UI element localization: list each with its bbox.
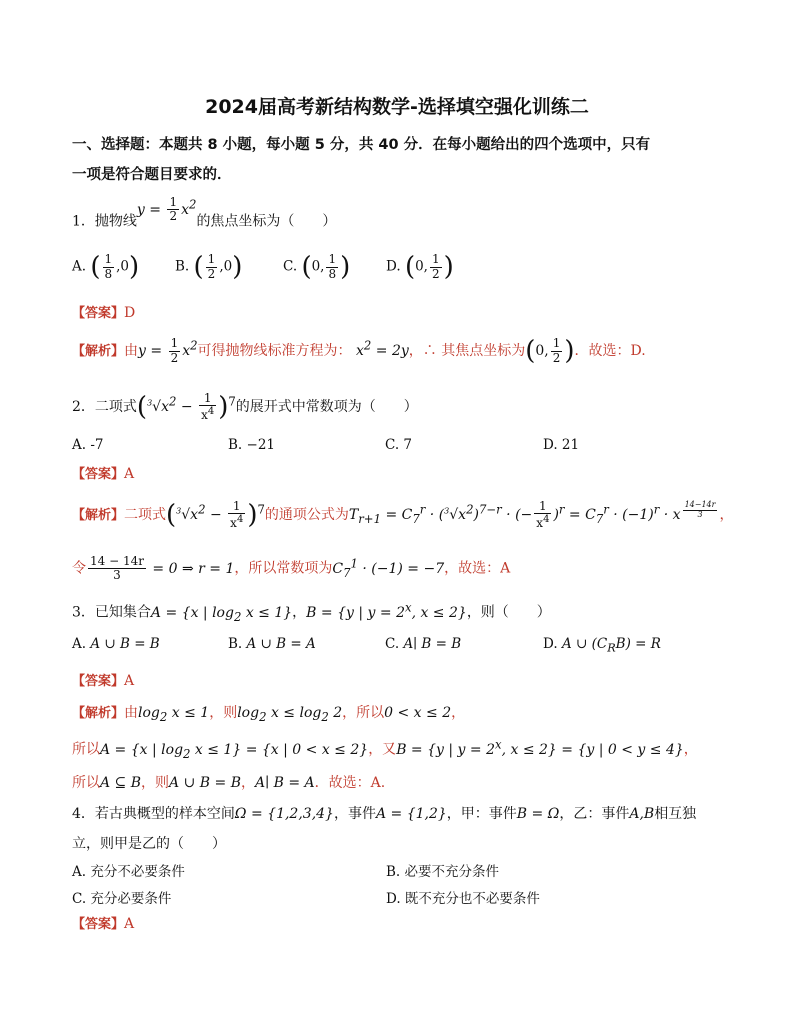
question-3: 3．已知集合A = {x | $\log_2 x \le 1$}，B = {y | $y = 2^x$, x ≤ 2}，则（ ） (72, 600, 551, 624)
q1-option-b[interactable]: B. ( $\frac{1}{2}$ ,0) (175, 252, 243, 282)
q3-option-d[interactable]: D. A ∪ $(C_RB) = R$ (543, 636, 661, 655)
q3-analysis-line1: 【解析】由$\log_2 x \le 1$，则$\log_2 x \le \log_2 2$，所以0 < x ≤ 2， (72, 705, 466, 724)
q3-analysis-line2: 所以A = {x | $\log_2 x \le 1\} = \{x$ | 0 < x ≤ 2}，又B = {y | $y = 2^x$, x ≤ 2} = {y | 0 < y ≤ 4}， (72, 737, 698, 761)
q4-option-d[interactable]: D. 既不充分也不必要条件 (386, 891, 540, 907)
q1-answer: 【答案】D (72, 305, 136, 321)
q3-option-b[interactable]: B. A ∪ B = A (228, 636, 316, 652)
q2-option-c[interactable]: C. 7 (385, 437, 413, 453)
q3-answer: 【答案】A (72, 673, 135, 689)
page-title: 2024届高考新结构数学-选择填空强化训练二 (205, 96, 589, 118)
q1-formula: y = $\frac{1}{2}$ $x^2$ (136, 195, 197, 224)
q2-option-b[interactable]: B. −21 (228, 437, 275, 453)
question-1 (72, 195, 337, 235)
question-2: 2．二项式($^3√x^2$ − $\frac{1}{x^4}$ )$^7$的展开式中常数项为（ ） (72, 391, 418, 423)
q4-option-b[interactable]: B. 必要不充分条件 (386, 864, 500, 880)
q2-analysis-line1: 【解析】二项式($^3√x^2$ − $\frac{1}{x^4}$ )$^7$的通项公式为$T_{r+1} = C_7^r \cdot (^3√x^2)^{7-r}$ · (− $\frac{1}{x^4}$ )$^r = C_7^r \cdot (-1)^r \cdot x$ $^{\frac{14-14r}{3}}$ ， (72, 499, 734, 531)
q2-answer: 【答案】A (72, 466, 135, 482)
q4-answer: 【答案】A (72, 916, 135, 932)
q1-option-a[interactable]: A. ( $\frac{1}{8}$ ,0) (72, 252, 140, 282)
question-4-line2: 立，则甲是乙的（ ） (72, 836, 226, 852)
q1-prefix: 1．抛物线 (72, 213, 137, 230)
q2-option-d[interactable]: D. 21 (543, 437, 580, 453)
q1-option-c[interactable]: C. (0, $\frac{1}{8}$ ) (283, 252, 351, 282)
q1-suffix: 的焦点坐标为（ ） (196, 213, 337, 230)
q3-option-c[interactable]: C. A∣ B = B (385, 636, 462, 652)
q4-option-c[interactable]: C. 充分必要条件 (72, 891, 172, 907)
question-4-line1: 4．若古典概型的样本空间Ω = {1,2,3,4}，事件A = {1,2}，甲：事件B = Ω，乙：事件A,B相互独 (72, 806, 697, 822)
section-instructions-line2: 一项是符合题目要求的． (72, 167, 232, 183)
q2-option-a[interactable]: A. -7 (72, 437, 104, 453)
q4-option-a[interactable]: A. 充分不必要条件 (72, 864, 185, 880)
q2-analysis-line2: 令 $\frac{14 - 14r}{3}$ = 0 ⇒ r = 1，所以常数项为$C_7^1 \cdot (-1) = -7$，故选：A (72, 554, 511, 583)
q3-option-a[interactable]: A. A ∪ B = B (72, 636, 160, 652)
section-instructions-line1: 一、选择题：本题共 8 小题，每小题 5 分，共 40 分．在每小题给出的四个选项中，只有 (72, 137, 651, 153)
q1-option-d[interactable]: D. (0, $\frac{1}{2}$ ) (386, 252, 454, 282)
q3-analysis-line3: 所以A ⊆ B，则A ∪ B = B，A∣ B = A．故选：A. (72, 775, 386, 791)
q1-analysis: 【解析】由y = $\frac{1}{2}$ $x^2$可得抛物线标准方程为： $x^2 = 2y$，∴ 其焦点坐标为(0, $\frac{1}{2}$ )．故选：D. (72, 336, 646, 366)
